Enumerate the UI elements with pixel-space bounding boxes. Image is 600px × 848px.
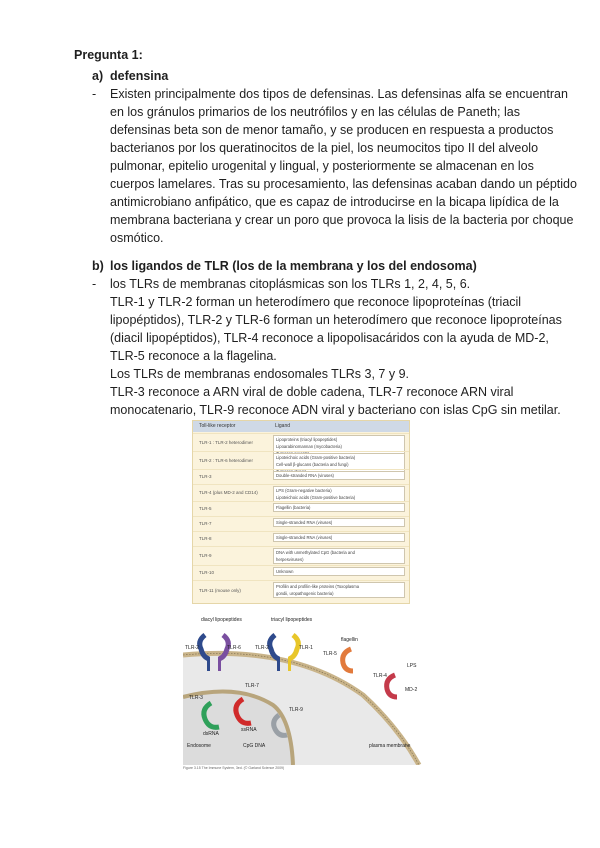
paragraph-line: TLR-1 y TLR-2 forman un heterodímero que reconoce lipoproteínas (triacil xyxy=(110,295,522,309)
tlr1-tail-shape xyxy=(288,657,291,671)
section-a-paragraph xyxy=(110,85,577,247)
paragraph-line: (diacil lipopéptidos), TLR-4 reconoce a lipopolisacáridos con la ayuda de MD-2, xyxy=(110,331,549,345)
label-diacyl: diacyl lipopeptides xyxy=(201,617,242,623)
paragraph-line: Los TLRs de membranas endosomales TLRs 3, 7 y 9. xyxy=(110,367,409,381)
table-cell-receptor: TLR-3 xyxy=(199,474,212,479)
paragraph-line: TLR-3 reconoce a ARN viral de doble cadena, TLR-7 reconoce ARN viral xyxy=(110,385,514,399)
table-cell-ligand xyxy=(273,503,405,512)
table-cell-ligand xyxy=(273,548,405,564)
tlr6-tail-shape xyxy=(218,657,221,671)
paragraph-line: pulmonar, epitelio urogenital y lingual, y posteriormente se almacenan en los xyxy=(110,159,534,173)
section-a-dash: - xyxy=(92,87,97,101)
table-cell-receptor: TLR-2 : TLR-6 heterodimer xyxy=(199,457,253,463)
label-lps: LPS xyxy=(407,663,417,669)
table-cell-receptor: TLR-5 xyxy=(199,506,212,511)
table-row xyxy=(193,451,409,469)
section-a-title-text: defensina xyxy=(110,69,169,83)
paragraph-line: antimicrobiano anfipático, que es capaz de introducirse en la bicapa lipídica de la xyxy=(110,195,559,209)
label-endosome: Endosome xyxy=(187,743,211,749)
paragraph-line: TLR-5 reconoce a la flagelina. xyxy=(110,349,277,363)
ligand-line: LPS (Gram-negative bacteria) xyxy=(276,488,332,493)
ligand-line: Single-stranded RNA (viruses) xyxy=(276,535,333,540)
ligand-line: Lipoproteins (triacyl lipopeptides) xyxy=(276,437,338,442)
figure-caption: Figure 3.15 The Immune System, 3ed. (© Garland Science 2009) xyxy=(183,766,285,770)
tlr1-receptor-shape xyxy=(289,635,298,659)
ligand-line: Flagellin (bacteria) xyxy=(276,505,311,510)
table-cell-ligand xyxy=(273,533,405,542)
section-a-title xyxy=(92,69,168,83)
ligand-line: herpesviruses) xyxy=(276,557,304,562)
section-b-marker: b) xyxy=(92,259,104,273)
label-tlr2a: TLR-2 xyxy=(185,645,199,651)
paragraph-line: Existen principalmente dos tipos de defensinas. Las defensinas alfa se encuentran xyxy=(110,87,568,101)
table-cell-ligand xyxy=(273,518,405,527)
table-cell-ligand xyxy=(273,486,405,502)
section-b-paragraph xyxy=(110,275,562,419)
label-tlr1: TLR-1 xyxy=(299,645,313,651)
table-cell-receptor: TLR-4 (plus MD-2 and CD14) xyxy=(199,490,258,495)
label-tlr6: TLR-6 xyxy=(227,645,241,651)
tlr-diagram xyxy=(183,615,423,765)
tlr2b-receptor-shape xyxy=(270,635,279,659)
label-dsrna: dsRNA xyxy=(203,731,219,737)
table-row xyxy=(193,484,409,501)
ligand-line: Lipoteichoic acids (Gram-positive bacteria) xyxy=(276,495,356,500)
ligand-line: Single-stranded RNA (viruses) xyxy=(276,520,333,525)
table-row xyxy=(193,501,409,516)
paragraph-line: defensinas beta son de menor tamaño, y se producen en respuesta a productos xyxy=(110,123,554,137)
tlr2-tail-shape xyxy=(207,657,210,671)
label-flagellin: flagellin xyxy=(341,637,358,643)
ligand-line: Cell-wall β-glucans (bacteria and fungi) xyxy=(276,462,349,467)
table-row xyxy=(193,531,409,546)
tlr5-receptor-shape xyxy=(343,649,353,671)
tlr2b-tail-shape xyxy=(277,657,280,671)
ligand-line: Lipoarabinomannan (mycobacteria) xyxy=(276,444,342,449)
table-cell-receptor: TLR-1 : TLR-2 heterodimer xyxy=(199,439,253,445)
tlr4-receptor-shape xyxy=(387,675,397,697)
table-cell-receptor: TLR-10 xyxy=(199,570,215,575)
paragraph-line: monocatenario, TLR-9 reconoce ADN viral y bacteriano con islas CpG sin metilar. xyxy=(110,403,561,417)
label-tlr2b: TLR-2 xyxy=(255,645,269,651)
ligand-line: Double-stranded RNA (viruses) xyxy=(276,473,334,478)
paragraph-line: en los gránulos primarios de los neutrófilos y en las células de Paneth; las xyxy=(110,105,520,119)
table-cell-ligand xyxy=(273,567,405,576)
tlr-ligand-table xyxy=(192,420,410,604)
question-heading: Pregunta 1: xyxy=(74,48,143,62)
table-header-ligand: Ligand xyxy=(275,423,291,429)
ligand-line: Lipoteichoic acids (Gram-positive bacteria) xyxy=(276,455,356,460)
label-triacyl: triacyl lipopeptides xyxy=(271,617,313,623)
table-row xyxy=(193,546,409,565)
table-cell-receptor: TLR-8 xyxy=(199,536,212,541)
paragraph-line: cuerpos lamelares. Tras su procesamiento, las defensinas acaban dando un péptido xyxy=(110,177,577,191)
label-tlr9: TLR-9 xyxy=(289,707,303,713)
label-tlr7: TLR-7 xyxy=(245,683,259,689)
label-cpg: CpG DNA xyxy=(243,743,266,749)
section-b-title-text: los ligandos de TLR (los de la membrana y los del endosoma) xyxy=(110,259,477,273)
section-a-marker: a) xyxy=(92,69,104,83)
paragraph-line: bacterianos por los queratinocitos de la piel, los neumocitos tipo II del alveolo xyxy=(110,141,539,155)
section-b-title xyxy=(92,259,477,273)
table-cell-receptor: TLR-11 (mouse only) xyxy=(199,588,241,593)
table-cell-receptor: TLR-9 xyxy=(199,553,212,558)
paragraph-line: membrana bacteriana y crear un poro que provoca la lisis de la bacteria por choque xyxy=(110,213,574,227)
paragraph-line: los TLRs de membranas citoplásmicas son los TLRs 1, 2, 4, 5, 6. xyxy=(110,277,471,291)
ligand-line: Profilin and profilin-like proteins (Toxoplasma xyxy=(276,584,360,589)
table-row xyxy=(193,565,409,580)
table-cell-ligand xyxy=(273,582,405,598)
paragraph-line: lipopéptidos), TLR-2 y TLR-6 forman un heterodímero que reconoce lipoproteínas xyxy=(110,313,562,327)
label-plasma-membrane: plasma membrane xyxy=(369,743,411,749)
table-cell-ligand xyxy=(273,471,405,480)
section-b-dash: - xyxy=(92,277,97,291)
paragraph-line: osmótico. xyxy=(110,231,164,245)
table-cell-receptor: TLR-7 xyxy=(199,521,212,526)
label-ssrna: ssRNA xyxy=(241,727,257,733)
table-row xyxy=(193,433,409,451)
ligand-line: gondii, uropathogenic bacteria) xyxy=(276,591,334,596)
label-tlr3: TLR-3 xyxy=(189,695,203,701)
label-tlr4: TLR-4 xyxy=(373,673,387,679)
table-header-receptor: Toll-like receptor xyxy=(199,423,236,429)
label-md2: MD-2 xyxy=(405,687,418,693)
table-row xyxy=(193,580,409,601)
label-tlr5: TLR-5 xyxy=(323,651,337,657)
ligand-line: Unknown xyxy=(276,569,294,574)
table-row xyxy=(193,469,409,484)
table-header xyxy=(193,421,409,432)
ligand-line: DNA with unmethylated CpG (bacteria and xyxy=(276,550,355,555)
table-row xyxy=(193,516,409,531)
